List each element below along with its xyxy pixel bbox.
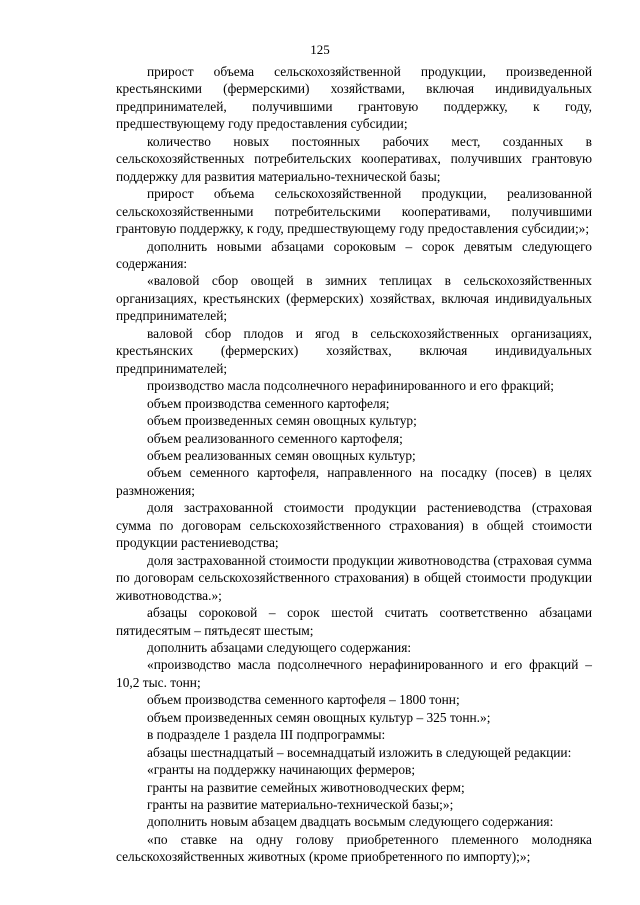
paragraph: количество новых постоянных рабочих мест, созданных в сельскохозяйственных потребительских кооперативах, получивших грантовую поддержку для развития материально-технической базы; <box>116 133 592 184</box>
paragraph: «производство масла подсолнечного нерафинированного и его фракций – 10,2 тыс. тонн; <box>116 657 592 690</box>
paragraph: производство масла подсолнечного нерафинированного и его фракций; <box>147 378 555 394</box>
paragraph: доля застрахованной стоимости продукции растениеводства (страховая сумма по договорам сельскохозяйственного страхования) в общей стоимости продукции растениеводства; <box>116 500 592 551</box>
paragraph: «по ставке на одну голову приобретенного племенного молодняка сельскохозяйственных животных (кроме приобретенного по импорту);»; <box>116 831 592 865</box>
paragraph: гранты на развитие материально-технической базы;»; <box>147 797 454 813</box>
paragraph: дополнить абзацами следующего содержания: <box>147 639 412 655</box>
paragraph: объем реализованных семян овощных культур; <box>147 447 416 463</box>
paragraph: объем реализованного семенного картофеля; <box>147 430 403 446</box>
paragraph: дополнить новым абзацем двадцать восьмым следующего содержания: <box>147 814 554 830</box>
paragraph: доля застрахованной стоимости продукции животноводства (страховая сумма по договорам сельскохозяйственного страхования) в общей стоимости продукции животноводства.»; <box>116 552 592 603</box>
paragraph: абзацы шестнадцатый – восемнадцатый изложить в следующей редакции: <box>147 744 572 760</box>
paragraph: объем производства семенного картофеля – 1800 тонн; <box>147 692 460 708</box>
paragraph: «гранты на поддержку начинающих фермеров; <box>147 762 416 778</box>
paragraph: объем семенного картофеля, направленного на посадку (посев) в целях размножения; <box>116 465 592 498</box>
paragraph: валовой сбор плодов и ягод в сельскохозяйственных организациях, крестьянских (фермерских) хозяйствах, включая индивидуальных предпринимателей; <box>116 325 592 376</box>
paragraph: в подразделе 1 раздела III подпрограммы: <box>147 727 386 743</box>
paragraph: объем произведенных семян овощных культур; <box>147 413 417 429</box>
document-body <box>116 63 592 866</box>
paragraph: объем произведенных семян овощных культур – 325 тонн.»; <box>147 709 491 725</box>
paragraph: дополнить новыми абзацами сороковым – сорок девятым следующего содержания: <box>116 238 592 271</box>
paragraph: абзацы сороковой – сорок шестой считать соответственно абзацами пятидесятым – пятьдесят шестым; <box>116 605 592 638</box>
page-number: 125 <box>310 42 330 57</box>
paragraph: объем производства семенного картофеля; <box>147 395 390 411</box>
paragraph: прирост объема сельскохозяйственной продукции, произведенной крестьянскими (фермерскими) хозяйствами, включая индивидуальных предпринимателей, получившими грантовую поддержку, к году, предшествующему году предоставления субсидии; <box>116 64 592 132</box>
paragraph: «валовой сбор овощей в зимних теплицах в сельскохозяйственных организациях, крестьянских (фермерских) хозяйствах, включая индивидуальных предпринимателей; <box>116 273 592 324</box>
paragraph: прирост объема сельскохозяйственной продукции, реализованной сельскохозяйственными потребительскими кооперативами, получившими грантовую поддержку, к году, предшествующему году предоставления субсидии;»; <box>116 186 592 237</box>
paragraph: гранты на развитие семейных животноводческих ферм; <box>147 779 465 795</box>
